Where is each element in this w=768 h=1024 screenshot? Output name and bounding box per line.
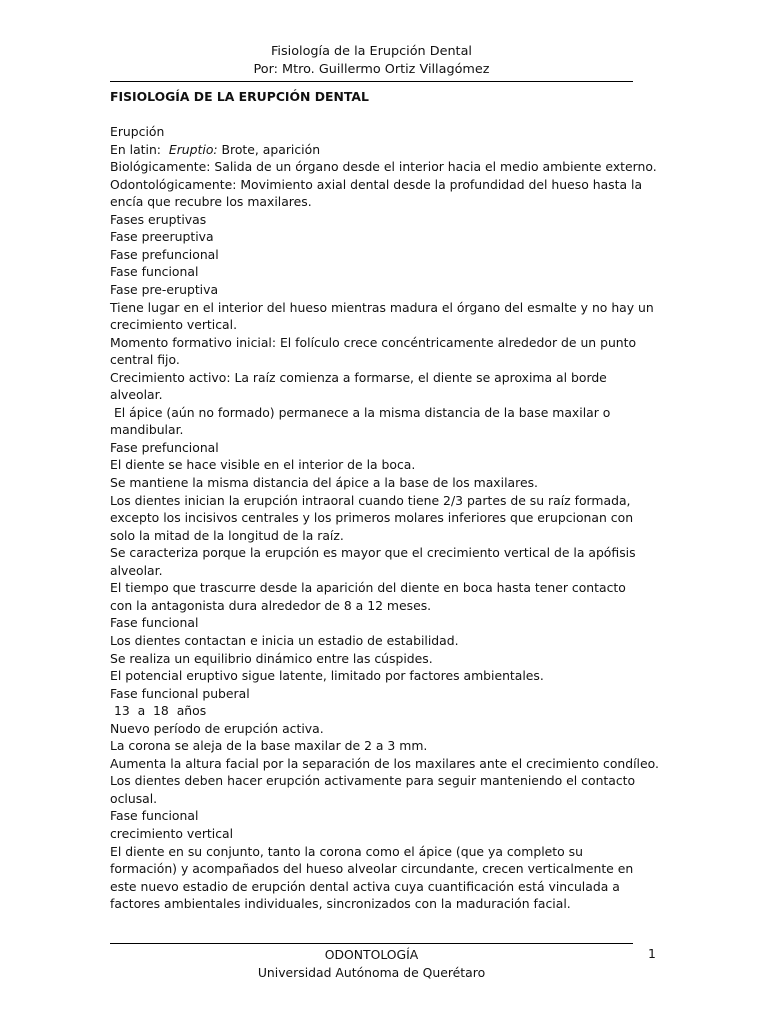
paragraph-line: Fase funcional puberal xyxy=(110,685,250,701)
document-body xyxy=(110,88,659,913)
header-divider xyxy=(110,81,633,82)
paragraph-line: Nuevo período de erupción activa. xyxy=(110,720,324,736)
paragraph-line xyxy=(110,141,640,159)
paragraph-line: central fijo. xyxy=(110,352,180,368)
latin-label: En latin: xyxy=(110,141,169,157)
paragraph-line: Momento formativo inicial: El folículo crece concéntricamente alrededor de un punto xyxy=(110,334,637,350)
document-title: FISIOLOGÍA DE LA ERUPCIÓN DENTAL xyxy=(110,89,369,104)
paragraph-line: crecimiento vertical. xyxy=(110,317,238,333)
paragraph-line: El ápice (aún no formado) permanece a la misma distancia de la base maxilar o xyxy=(110,404,611,420)
paragraph-line: este nuevo estadio de erupción dental activa cuya cuantificación está vinculada a xyxy=(110,878,620,894)
paragraph-line: Se realiza un equilibrio dinámico entre las cúspides. xyxy=(110,650,433,666)
paragraph-line: alveolar. xyxy=(110,562,163,578)
latin-meaning: Brote, aparición xyxy=(217,141,321,157)
paragraph-line: Los dientes inician la erupción intraoral cuando tiene 2/3 partes de su raíz formada, xyxy=(110,492,631,508)
paragraph-line: Tiene lugar en el interior del hueso mientras madura el órgano del esmalte y no hay un xyxy=(110,299,654,315)
latin-term: Eruptio: xyxy=(168,141,218,157)
paragraph-line: crecimiento vertical xyxy=(110,825,234,841)
paragraph-line: formación) y acompañados del hueso alveolar circundante, crecen verticalmente en xyxy=(110,861,634,877)
paragraph-line: Fase funcional xyxy=(110,808,199,824)
paragraph-line: oclusal. xyxy=(110,790,158,806)
paragraph-line: Fase funcional xyxy=(110,264,199,280)
paragraph-line: Fase prefuncional xyxy=(110,439,219,455)
footer-university: Universidad Autónoma de Querétaro xyxy=(257,965,486,980)
paragraph-line: Fase funcional xyxy=(110,615,199,631)
paragraph-line: El tiempo que trascurre desde la aparición del diente en boca hasta tener contacto xyxy=(110,580,626,596)
paragraph-line: 13 a 18 años xyxy=(110,703,207,719)
paragraph-line: Los dientes contactan e inicia un estadio de estabilidad. xyxy=(110,632,459,648)
paragraph-line: Odontológicamente: Movimiento axial dental desde la profundidad del hueso hasta la xyxy=(110,176,643,192)
paragraph-line: con la antagonista dura alrededor de 8 a 12 meses. xyxy=(110,597,432,613)
paragraph-line: solo la mitad de la longitud de la raíz. xyxy=(110,527,344,543)
paragraph-line: mandibular. xyxy=(110,422,184,438)
paragraph-line: Se mantiene la misma distancia del ápice a la base de los maxilares. xyxy=(110,475,538,491)
paragraph-line: El potencial eruptivo sigue latente, limitado por factores ambientales. xyxy=(110,668,544,684)
paragraph-line: Crecimiento activo: La raíz comienza a formarse, el diente se aproxima al borde xyxy=(110,369,607,385)
paragraph-line: La corona se aleja de la base maxilar de 2 a 3 mm. xyxy=(110,738,428,754)
paragraph-line: Se caracteriza porque la erupción es mayor que el crecimiento vertical de la apófisis xyxy=(110,545,636,561)
footer-divider xyxy=(110,943,633,944)
paragraph-line: Fase pre-eruptiva xyxy=(110,282,219,298)
paragraph-line: Biológicamente: Salida de un órgano desde el interior hacia el medio ambiente externo. xyxy=(110,159,657,175)
blank-line xyxy=(110,106,640,124)
paragraph-line: Fase preeruptiva xyxy=(110,229,214,245)
paragraph-line: Fase prefuncional xyxy=(110,246,219,262)
paragraph-line: Erupción xyxy=(110,124,165,140)
paragraph-line: Fases eruptivas xyxy=(110,211,207,227)
paragraph-line: El diente en su conjunto, tanto la corona como el ápice (que ya completo su xyxy=(110,843,583,859)
paragraph-line: encía que recubre los maxilares. xyxy=(110,194,312,210)
paragraph-line: alveolar. xyxy=(110,387,163,403)
paragraph-line: factores ambientales individuales, sincronizados con la maduración facial. xyxy=(110,896,571,912)
footer-department: ODONTOLOGÍA xyxy=(324,947,419,962)
page-number: 1 xyxy=(648,946,656,961)
paragraph-line: Aumenta la altura facial por la separación de los maxilares ante el crecimiento condíleo. xyxy=(110,755,659,771)
header-title: Fisiología de la Erupción Dental xyxy=(271,44,472,59)
paragraph-line: excepto los incisivos centrales y los primeros molares inferiores que erupcionan con xyxy=(110,510,634,526)
paragraph-line: El diente se hace visible en el interior de la boca. xyxy=(110,457,416,473)
header-author: Por: Mtro. Guillermo Ortiz Villagómez xyxy=(253,62,490,77)
paragraph-line: Los dientes deben hacer erupción activamente para seguir manteniendo el contacto xyxy=(110,773,636,789)
